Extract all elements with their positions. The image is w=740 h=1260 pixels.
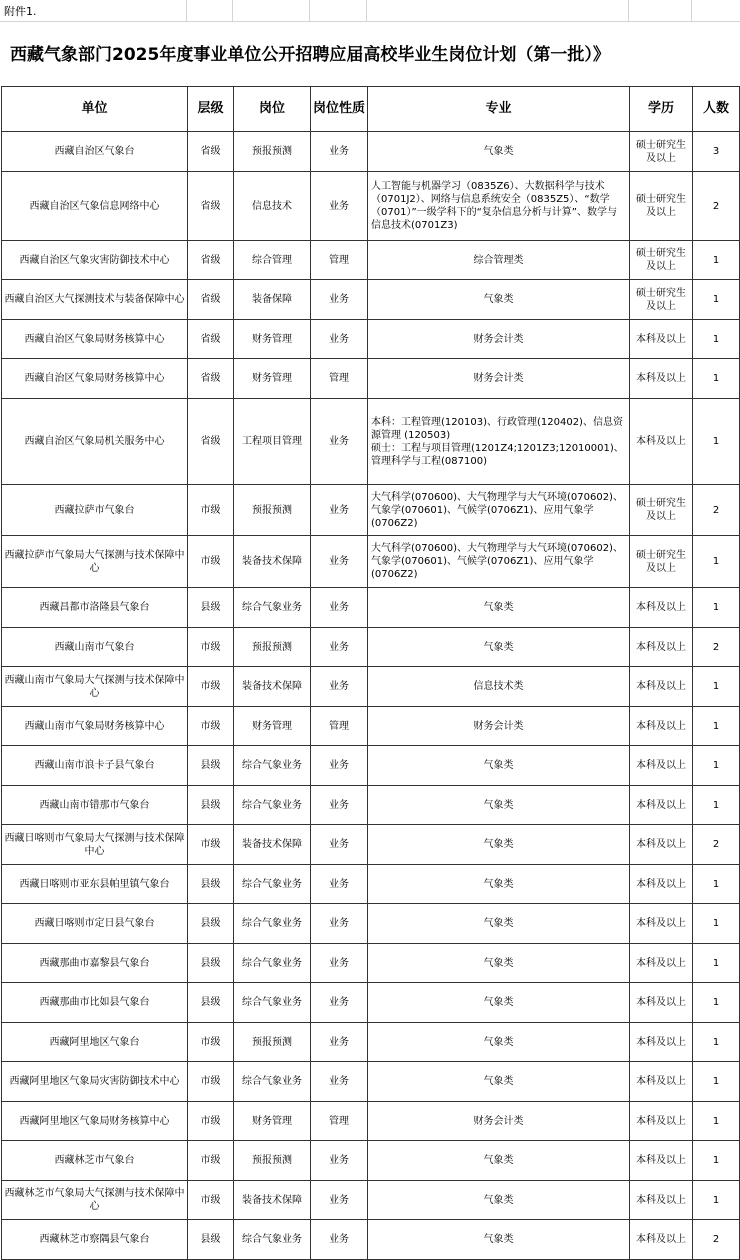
cell-level: 市级	[188, 1181, 234, 1220]
cell-education: 硕士研究生及以上	[630, 536, 693, 588]
cell-unit: 西藏山南市错那市气象台	[2, 786, 188, 825]
cell-count: 1	[693, 359, 740, 399]
table-row	[2, 628, 740, 667]
cell-nature: 管理	[311, 241, 368, 280]
cell-education: 本科及以上	[630, 1102, 693, 1141]
cell-post: 装备技术保障	[234, 825, 311, 865]
cell-major: 大气科学(070600)、大气物理学与大气环境(070602)、气象学(070601)、气候学(0706Z1)、应用气象学(0706Z2)	[368, 485, 630, 536]
cell-unit: 西藏拉萨市气象局大气探测与技术保障中心	[2, 536, 188, 588]
table-row	[2, 746, 740, 786]
cell-nature: 业务	[311, 320, 368, 359]
cell-count: 1	[693, 904, 740, 944]
cell-count: 1	[693, 667, 740, 707]
cell-unit: 西藏山南市浪卡子县气象台	[2, 746, 188, 786]
cell-unit: 西藏日喀则市定日县气象台	[2, 904, 188, 944]
cell-unit: 西藏自治区气象局机关服务中心	[2, 399, 188, 485]
cell-post: 综合气象业务	[234, 746, 311, 786]
table-row	[2, 1062, 740, 1102]
cell-count: 3	[693, 132, 740, 172]
cell-post: 预报预测	[234, 485, 311, 536]
table-row	[2, 485, 740, 536]
cell-education: 本科及以上	[630, 399, 693, 485]
cell-post: 综合气象业务	[234, 983, 311, 1023]
cell-nature: 业务	[311, 865, 368, 904]
cell-education: 本科及以上	[630, 628, 693, 667]
header-education: 学历	[630, 87, 693, 132]
cell-nature: 管理	[311, 707, 368, 746]
cell-education: 本科及以上	[630, 904, 693, 944]
cell-count: 1	[693, 1141, 740, 1181]
cell-unit: 西藏昌都市洛隆县气象台	[2, 588, 188, 628]
annex-label: 附件1.	[4, 5, 37, 18]
cell-education: 本科及以上	[630, 1023, 693, 1062]
cell-count: 2	[693, 628, 740, 667]
table-row	[2, 904, 740, 944]
cell-education: 本科及以上	[630, 746, 693, 786]
cell-count: 1	[693, 983, 740, 1023]
cell-nature: 业务	[311, 1062, 368, 1102]
cell-education: 硕士研究生及以上	[630, 241, 693, 280]
cell-education: 本科及以上	[630, 1181, 693, 1220]
header-level: 层级	[188, 87, 234, 132]
cell-nature: 业务	[311, 280, 368, 320]
cell-nature: 业务	[311, 786, 368, 825]
cell-unit: 西藏自治区气象局财务核算中心	[2, 320, 188, 359]
cell-major: 气象类	[368, 1141, 630, 1181]
cell-count: 1	[693, 786, 740, 825]
cell-level: 省级	[188, 280, 234, 320]
cell-nature: 业务	[311, 1181, 368, 1220]
cell-education: 本科及以上	[630, 786, 693, 825]
cell-count: 1	[693, 865, 740, 904]
table-row	[2, 132, 740, 172]
cell-nature: 业务	[311, 485, 368, 536]
cell-education: 本科及以上	[630, 667, 693, 707]
cell-education: 本科及以上	[630, 707, 693, 746]
cell-unit: 西藏山南市气象局大气探测与技术保障中心	[2, 667, 188, 707]
table-row	[2, 1141, 740, 1181]
cell-level: 县级	[188, 588, 234, 628]
cell-level: 省级	[188, 241, 234, 280]
table-row	[2, 944, 740, 983]
cell-level: 县级	[188, 746, 234, 786]
cell-major: 气象类	[368, 628, 630, 667]
table-row	[2, 983, 740, 1023]
cell-post: 装备技术保障	[234, 536, 311, 588]
cell-education: 本科及以上	[630, 983, 693, 1023]
cell-major: 财务会计类	[368, 359, 630, 399]
table-row	[2, 825, 740, 865]
cell-education: 本科及以上	[630, 944, 693, 983]
table-row	[2, 786, 740, 825]
cell-education: 本科及以上	[630, 1141, 693, 1181]
cell-level: 省级	[188, 359, 234, 399]
cell-nature: 业务	[311, 1220, 368, 1260]
table-row	[2, 1181, 740, 1220]
cell-nature: 业务	[311, 746, 368, 786]
cell-nature: 业务	[311, 1141, 368, 1181]
cell-nature: 业务	[311, 588, 368, 628]
cell-post: 信息技术	[234, 172, 311, 241]
cell-count: 1	[693, 746, 740, 786]
header-row	[2, 87, 740, 132]
table-row	[2, 1102, 740, 1141]
cell-major: 气象类	[368, 983, 630, 1023]
cell-education: 硕士研究生及以上	[630, 485, 693, 536]
table-row	[2, 399, 740, 485]
cell-nature: 业务	[311, 983, 368, 1023]
cell-post: 装备技术保障	[234, 1181, 311, 1220]
cell-post: 装备技术保障	[234, 667, 311, 707]
cell-post: 财务管理	[234, 707, 311, 746]
spreadsheet-top-gridlines	[0, 0, 740, 22]
cell-major: 综合管理类	[368, 241, 630, 280]
cell-unit: 西藏山南市气象台	[2, 628, 188, 667]
cell-level: 市级	[188, 1062, 234, 1102]
cell-major: 气象类	[368, 1181, 630, 1220]
cell-unit: 西藏林芝市察隅县气象台	[2, 1220, 188, 1260]
cell-post: 预报预测	[234, 1023, 311, 1062]
cell-count: 1	[693, 241, 740, 280]
cell-count: 1	[693, 707, 740, 746]
cell-level: 市级	[188, 1023, 234, 1062]
cell-unit: 西藏自治区气象局财务核算中心	[2, 359, 188, 399]
cell-nature: 业务	[311, 667, 368, 707]
cell-education: 本科及以上	[630, 588, 693, 628]
table-row	[2, 707, 740, 746]
cell-count: 1	[693, 399, 740, 485]
cell-unit: 西藏自治区气象灾害防御技术中心	[2, 241, 188, 280]
cell-count: 1	[693, 944, 740, 983]
cell-post: 预报预测	[234, 628, 311, 667]
cell-level: 市级	[188, 707, 234, 746]
cell-major: 气象类	[368, 1062, 630, 1102]
cell-education: 本科及以上	[630, 865, 693, 904]
cell-count: 2	[693, 825, 740, 865]
cell-unit: 西藏阿里地区气象局财务核算中心	[2, 1102, 188, 1141]
header-post: 岗位	[234, 87, 311, 132]
cell-major: 气象类	[368, 825, 630, 865]
cell-nature: 业务	[311, 172, 368, 241]
table-row	[2, 241, 740, 280]
header-unit: 单位	[2, 87, 188, 132]
cell-nature: 业务	[311, 628, 368, 667]
table-row	[2, 536, 740, 588]
cell-post: 综合气象业务	[234, 865, 311, 904]
cell-nature: 管理	[311, 359, 368, 399]
cell-major: 气象类	[368, 280, 630, 320]
cell-count: 1	[693, 1062, 740, 1102]
cell-unit: 西藏那曲市比如县气象台	[2, 983, 188, 1023]
cell-major: 气象类	[368, 865, 630, 904]
cell-major: 气象类	[368, 944, 630, 983]
cell-unit: 西藏林芝市气象局大气探测与技术保障中心	[2, 1181, 188, 1220]
cell-level: 县级	[188, 983, 234, 1023]
cell-unit: 西藏阿里地区气象局灾害防御技术中心	[2, 1062, 188, 1102]
cell-post: 综合气象业务	[234, 944, 311, 983]
cell-unit: 西藏阿里地区气象台	[2, 1023, 188, 1062]
cell-count: 2	[693, 485, 740, 536]
cell-nature: 业务	[311, 944, 368, 983]
cell-level: 市级	[188, 825, 234, 865]
cell-nature: 业务	[311, 132, 368, 172]
cell-post: 综合气象业务	[234, 1062, 311, 1102]
cell-major: 人工智能与机器学习（0835Z6）、大数据科学与技术（0701J2）、网络与信息系统安全（0835Z5）、“数学（0701）”一级学科下的“复杂信息分析与计算”、数学与信息技术(0701Z3)	[368, 172, 630, 241]
cell-post: 综合气象业务	[234, 904, 311, 944]
cell-post: 财务管理	[234, 359, 311, 399]
cell-education: 本科及以上	[630, 825, 693, 865]
cell-count: 1	[693, 1181, 740, 1220]
cell-count: 1	[693, 1023, 740, 1062]
cell-level: 县级	[188, 944, 234, 983]
cell-level: 县级	[188, 786, 234, 825]
cell-count: 1	[693, 588, 740, 628]
cell-post: 财务管理	[234, 1102, 311, 1141]
cell-major: 气象类	[368, 588, 630, 628]
cell-nature: 管理	[311, 1102, 368, 1141]
cell-level: 省级	[188, 172, 234, 241]
cell-education: 硕士研究生及以上	[630, 280, 693, 320]
cell-major: 气象类	[368, 904, 630, 944]
table-row	[2, 667, 740, 707]
cell-post: 综合气象业务	[234, 588, 311, 628]
cell-count: 1	[693, 1102, 740, 1141]
table-row	[2, 588, 740, 628]
cell-unit: 西藏自治区大气探测技术与装备保障中心	[2, 280, 188, 320]
cell-count: 2	[693, 172, 740, 241]
cell-major: 气象类	[368, 786, 630, 825]
cell-major: 气象类	[368, 132, 630, 172]
cell-nature: 业务	[311, 825, 368, 865]
cell-nature: 业务	[311, 1023, 368, 1062]
document-title: 西藏气象部门2025年度事业单位公开招聘应届高校毕业生岗位计划（第一批）》	[10, 45, 610, 65]
cell-level: 市级	[188, 1102, 234, 1141]
table-row	[2, 320, 740, 359]
cell-unit: 西藏日喀则市气象局大气探测与技术保障中心	[2, 825, 188, 865]
cell-level: 县级	[188, 1220, 234, 1260]
cell-unit: 西藏日喀则市亚东县帕里镇气象台	[2, 865, 188, 904]
cell-post: 综合管理	[234, 241, 311, 280]
cell-level: 县级	[188, 904, 234, 944]
cell-unit: 西藏自治区气象信息网络中心	[2, 172, 188, 241]
cell-major: 财务会计类	[368, 320, 630, 359]
cell-level: 省级	[188, 132, 234, 172]
cell-level: 市级	[188, 536, 234, 588]
cell-major: 信息技术类	[368, 667, 630, 707]
cell-level: 省级	[188, 399, 234, 485]
cell-major: 气象类	[368, 1023, 630, 1062]
cell-major: 财务会计类	[368, 707, 630, 746]
table-row	[2, 280, 740, 320]
cell-nature: 业务	[311, 536, 368, 588]
header-nature: 岗位性质	[311, 87, 368, 132]
cell-level: 市级	[188, 628, 234, 667]
position-plan-table	[1, 86, 740, 1260]
cell-nature: 业务	[311, 399, 368, 485]
cell-count: 2	[693, 1220, 740, 1260]
cell-unit: 西藏自治区气象台	[2, 132, 188, 172]
cell-post: 预报预测	[234, 132, 311, 172]
cell-education: 硕士研究生及以上	[630, 172, 693, 241]
cell-education: 本科及以上	[630, 1220, 693, 1260]
cell-post: 预报预测	[234, 1141, 311, 1181]
table-row	[2, 1220, 740, 1260]
cell-major: 大气科学(070600)、大气物理学与大气环境(070602)、气象学(070601)、气候学(0706Z1)、应用气象学(0706Z2)	[368, 536, 630, 588]
cell-count: 1	[693, 536, 740, 588]
table-row	[2, 359, 740, 399]
cell-count: 1	[693, 280, 740, 320]
cell-post: 综合气象业务	[234, 786, 311, 825]
cell-education: 本科及以上	[630, 320, 693, 359]
cell-education: 本科及以上	[630, 359, 693, 399]
cell-major: 气象类	[368, 746, 630, 786]
table-row	[2, 172, 740, 241]
cell-unit: 西藏拉萨市气象台	[2, 485, 188, 536]
cell-level: 市级	[188, 485, 234, 536]
cell-education: 本科及以上	[630, 1062, 693, 1102]
cell-major: 气象类	[368, 1220, 630, 1260]
cell-level: 省级	[188, 320, 234, 359]
cell-level: 市级	[188, 1141, 234, 1181]
cell-post: 综合气象业务	[234, 1220, 311, 1260]
cell-nature: 业务	[311, 904, 368, 944]
cell-count: 1	[693, 320, 740, 359]
cell-post: 财务管理	[234, 320, 311, 359]
table-row	[2, 1023, 740, 1062]
cell-level: 市级	[188, 667, 234, 707]
cell-unit: 西藏那曲市嘉黎县气象台	[2, 944, 188, 983]
header-count: 人数	[693, 87, 740, 132]
cell-level: 县级	[188, 865, 234, 904]
cell-major: 本科：工程管理(120103)、行政管理(120402)、信息资源管理 (120503) 硕士：工程与项目管理(1201Z4;1201Z3;12010001)、管理科学与工程(087100)	[368, 399, 630, 485]
cell-post: 装备保障	[234, 280, 311, 320]
cell-unit: 西藏林芝市气象台	[2, 1141, 188, 1181]
table-row	[2, 865, 740, 904]
cell-education: 硕士研究生及以上	[630, 132, 693, 172]
cell-major: 财务会计类	[368, 1102, 630, 1141]
cell-post: 工程项目管理	[234, 399, 311, 485]
header-major: 专业	[368, 87, 630, 132]
cell-unit: 西藏山南市气象局财务核算中心	[2, 707, 188, 746]
